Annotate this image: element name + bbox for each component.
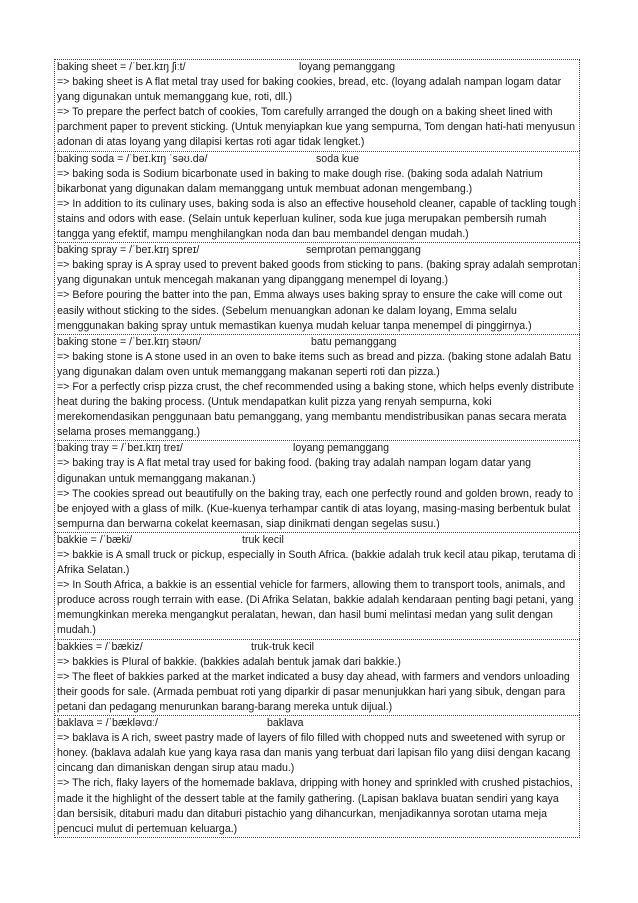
translation: soda kue bbox=[316, 152, 359, 165]
entry-header bbox=[55, 640, 579, 655]
entry-baking-stone bbox=[55, 334, 580, 441]
entry-bakkies bbox=[55, 639, 580, 715]
definition: => baking tray is A flat metal tray used for baking food. (baking tray adalah nampan logam datar yang digunakan untuk memanggang makanan.) bbox=[57, 457, 532, 485]
translation: baklava bbox=[267, 717, 304, 730]
vocabulary-table bbox=[54, 59, 580, 838]
definition: => baking sheet is A flat metal tray used for baking cookies, bread, etc. (loyang adalah nampan logam datar yang digunakan untuk memanggang kue, roti, dll.) bbox=[57, 76, 562, 104]
entry-baking-spray bbox=[55, 242, 580, 334]
pronunciation: baking stone = /ˈbeɪ.kɪŋ stəʊn/ bbox=[57, 335, 202, 348]
entry-header bbox=[55, 533, 579, 548]
definition: => bakkie is A small truck or pickup, especially in South Africa. (bakkie adalah truk kecil atau pikap, terutama di Afrika Selatan.) bbox=[57, 549, 576, 577]
definition: => baklava is A rich, sweet pastry made of layers of filo filled with chopped nuts and sweetened with syrup or honey. (baklava adalah kue yang kaya rasa dan manis yang terbuat dari lapisan filo yang diisi dengan kacang cincang dan dimaniskan dengan sirup atau madu.) bbox=[57, 732, 571, 775]
entry-header bbox=[55, 243, 579, 258]
example-sentence: => In addition to its culinary uses, baking soda is also an effective household cleaner, capable of tackling tough stains and odors with ease. (Selain untuk keperluan kuliner, soda kue juga merupakan pembersih rumah tangga yang efektif, mampu menghilangkan noda dan bau membandel dengan mudah.) bbox=[57, 197, 577, 241]
pronunciation: bakkies = /ˈbækiz/ bbox=[57, 640, 143, 653]
entry-baking-tray bbox=[55, 440, 580, 532]
definition: => baking stone is A stone used in an oven to bake items such as bread and pizza. (baking stone adalah Batu yang digunakan dalam oven untuk memanggang makanan seperti roti dan pizza.) bbox=[57, 350, 572, 378]
pronunciation: baking sheet = /ˈbeɪ.kɪŋ ʃiːt/ bbox=[57, 61, 186, 73]
example-sentence: => Before pouring the batter into the pan, Emma always uses baking spray to ensure the cake will come out easily without sticking to the sides. (Sebelum menuangkan adonan ke dalam loyang, Emma selalu menggunakan baking spray untuk memastikan kuenya mudah keluar tanpa menempel di pinggirnya.) bbox=[57, 289, 563, 332]
example-sentence: => In South Africa, a bakkie is an essential vehicle for farmers, allowing them to transport tools, animals, and produce across rough terrain with ease. (Di Afrika Selatan, bakkie adalah kendaraan penting bagi petani, yang memungkinkan mereka mengangkut peralatan, hewan, dan hasil bumi melintasi medan yang sulit dengan mudah.) bbox=[57, 579, 574, 637]
example-sentence: => To prepare the perfect batch of cookies, Tom carefully arranged the dough on a baking sheet lined with parchment paper to prevent sticking. (Untuk menyiapkan kue yang sempurna, Tom dengan hati-hati menyusun adonan di atas loyang yang dilapisi kertas roti agar tidak lengket.) bbox=[57, 106, 576, 149]
example-sentence: => The cookies spread out beautifully on the baking tray, each one perfectly round and golden brown, ready to be enjoyed with a glass of milk. (Kue-kuenya terhampar cantik di atas loyang, masing-masing berbentuk bulat sempurna dan berwarna cokelat keemasan, siap dinikmati dengan segelas susu.) bbox=[57, 487, 574, 530]
entry-header bbox=[55, 60, 579, 75]
translation: batu pemanggang bbox=[311, 335, 397, 348]
pronunciation: bakkie = /ˈbæki/ bbox=[57, 533, 133, 546]
pronunciation: baking spray = /ˈbeɪ.kɪŋ spreɪ/ bbox=[57, 244, 200, 257]
translation: semprotan pemanggang bbox=[306, 244, 421, 257]
example-sentence: => The fleet of bakkies parked at the market indicated a busy day ahead, with farmers and vendors unloading their goods for sale. (Armada pembuat roti yang diparkir di pasar menunjukkan hari yang sibuk, dengan para petani dan pedagang menurunkan barang-barang mereka untuk dijual.) bbox=[57, 670, 570, 713]
definition: => baking soda is Sodium bicarbonate used in baking to make dough rise. (baking soda adalah Natrium bikarbonat yang digunakan dalam memanggang untuk membuat adonan mengembang.) bbox=[57, 167, 543, 195]
entry-baklava bbox=[55, 715, 580, 838]
definition: => bakkies is Plural of bakkie. (bakkies adalah bentuk jamak dari bakkie.) bbox=[57, 655, 401, 668]
example-sentence: => The rich, flaky layers of the homemade baklava, dripping with honey and sprinkled with crushed pistachios, made it the highlight of the dessert table at the family gathering. (Lapisan baklava buatan sendiri yang kaya dan bersisik, ditaburi madu dan ditaburi pistachio yang dihancurkan, menjadikannya sorotan utama meja pencuci mulut di pertemuan keluarga.) bbox=[57, 777, 573, 835]
entry-baking-sheet bbox=[55, 59, 580, 151]
translation: loyang pemanggang bbox=[299, 61, 396, 73]
entry-bakkie bbox=[55, 532, 580, 639]
example-sentence: => For a perfectly crisp pizza crust, the chef recommended using a baking stone, which helps evenly distribute heat during the baking process. (Untuk mendapatkan kulit pizza yang renyah sempurna, koki merekomendasikan penggunaan batu pemanggang, yang membantu mendistribusikan panas secara merata selama proses memanggang.) bbox=[57, 380, 575, 439]
entry-header bbox=[55, 441, 579, 456]
pronunciation: baking soda = /ˈbeɪ.kɪŋ ˈsəʊ.də/ bbox=[57, 152, 208, 165]
entry-header bbox=[55, 716, 579, 731]
translation: truk-truk kecil bbox=[251, 640, 314, 653]
entry-header bbox=[55, 152, 579, 167]
entry-baking-soda bbox=[55, 151, 580, 243]
translation: loyang pemanggang bbox=[293, 442, 390, 455]
translation: truk kecil bbox=[242, 533, 284, 546]
pronunciation: baking tray = /ˈbeɪ.kɪŋ treɪ/ bbox=[57, 442, 183, 455]
entry-header bbox=[55, 335, 579, 350]
pronunciation: baklava = /ˈbækləvɑː/ bbox=[57, 717, 158, 730]
definition: => baking spray is A spray used to prevent baked goods from sticking to pans. (baking spray adalah semprotan yang digunakan untuk mencegah makanan yang dipanggang menempel di loyang.) bbox=[57, 259, 578, 287]
